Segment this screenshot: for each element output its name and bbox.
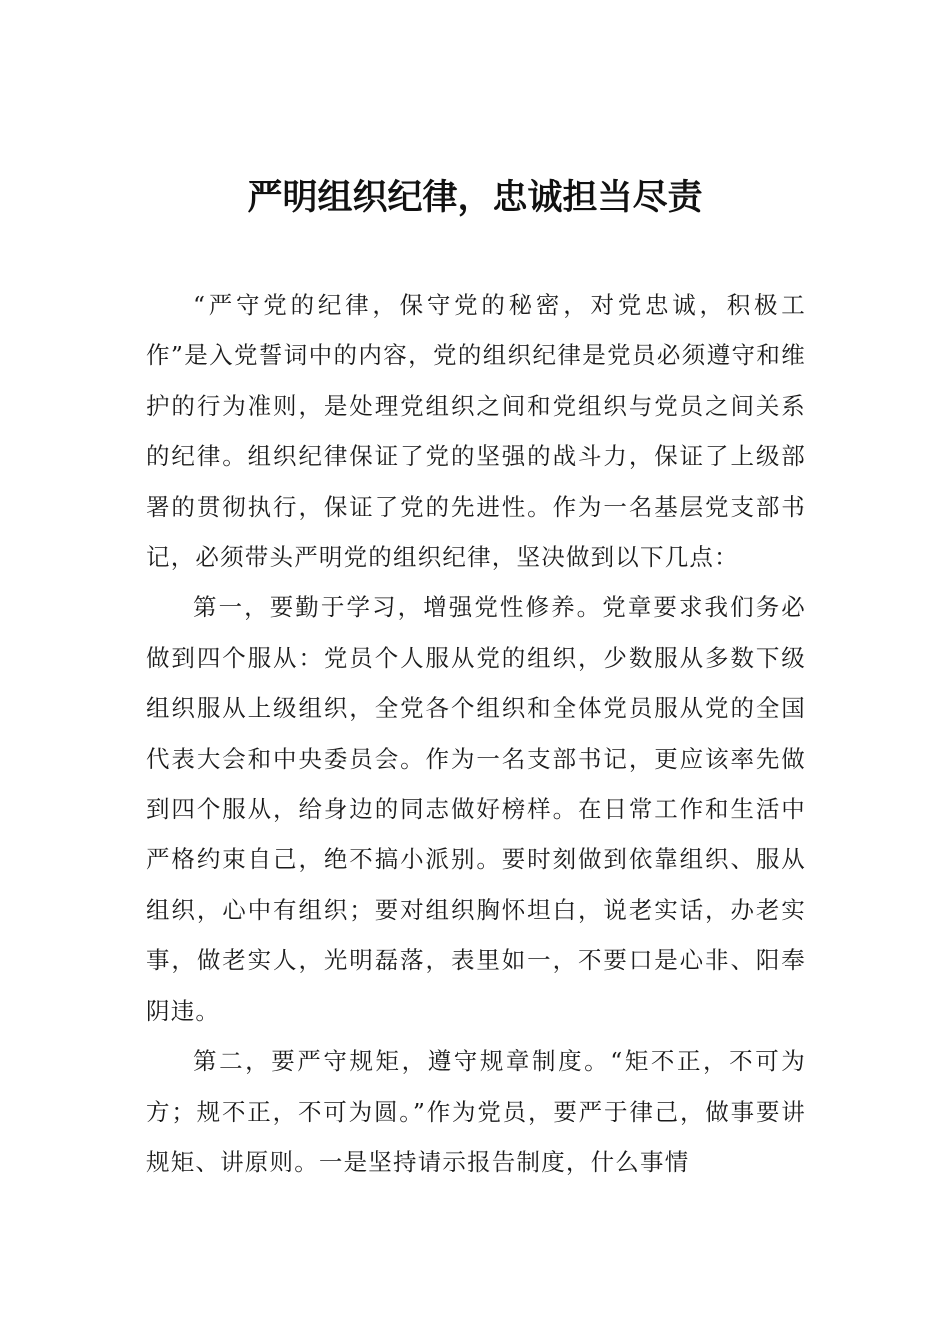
document-body bbox=[146, 280, 806, 1187]
paragraph-second-point: 第二，要严守规矩，遵守规章制度。“矩不正，不可为方；规不正，不可为圆。”作为党员，要严于律己，做事要讲规矩、讲原则。一是坚持请示报告制度，什么事情 bbox=[146, 1047, 806, 1176]
paragraph-first-point: 第一，要勤于学习，增强党性修养。党章要求我们务必做到四个服从：党员个人服从党的组织，少数服从多数下级组织服从上级组织，全党各个组织和全体党员服从党的全国代表大会和中央委员会。作为一名支部书记，更应该率先做到四个服从，给身边的同志做好榜样。在日常工作和生活中严格约束自己，绝不搞小派别。要时刻做到依靠组织、服从组织，心中有组织；要对组织胸怀坦白，说老实话，办老实事，做老实人，光明磊落，表里如一，不要口是心非、阳奉阴违。 bbox=[146, 593, 806, 1025]
document-title: 严明组织纪律，忠诚担当尽责 bbox=[247, 177, 703, 218]
paragraph-intro: “严守党的纪律，保守党的秘密，对党忠诚，积极工作”是入党誓词中的内容，党的组织纪律是党员必须遵守和维护的行为准则，是处理党组织之间和党组织与党员之间关系的纪律。组织纪律保证了党的坚强的战斗力，保证了上级部署的贯彻执行，保证了党的先进性。作为一名基层党支部书记，必须带头严明党的组织纪律，坚决做到以下几点： bbox=[146, 291, 806, 572]
